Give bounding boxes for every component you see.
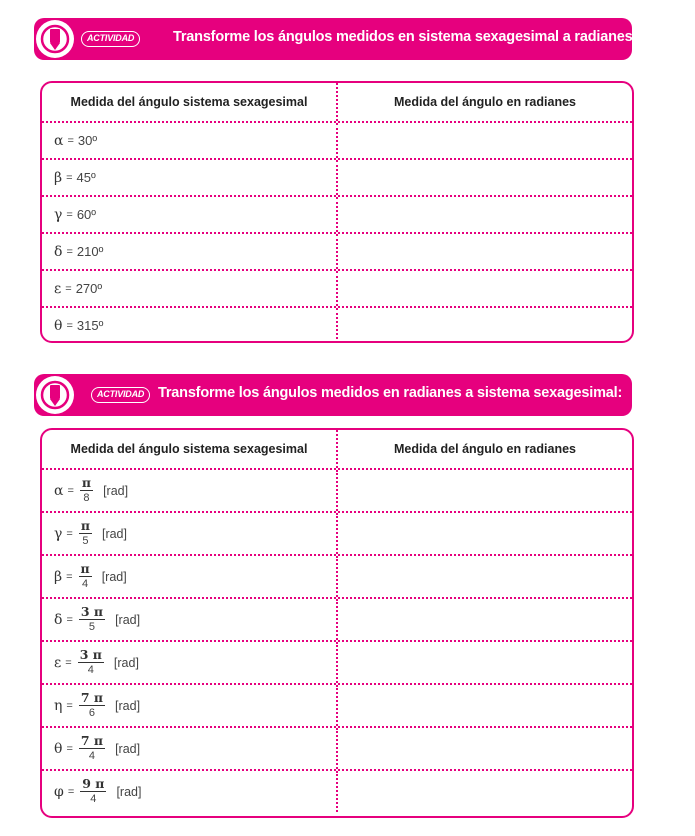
- table-sexagesimal-to-radians: [40, 81, 634, 343]
- angle-radians-cell: [42, 771, 338, 812]
- angle-symbol: α: [54, 132, 64, 149]
- fraction: [80, 474, 93, 505]
- angle-sexagesimal-cell: [42, 271, 338, 306]
- angle-radians-cell: [42, 685, 338, 726]
- fraction-numerator: π: [81, 474, 92, 490]
- answer-sexagesimal-cell[interactable]: [338, 599, 632, 640]
- angle-radians-cell: [42, 513, 338, 554]
- table-row: [42, 554, 632, 597]
- angle-radians-cell: [42, 556, 338, 597]
- table-row: [42, 769, 632, 812]
- angle-degrees: 45º: [76, 170, 96, 185]
- angle-symbol: δ: [54, 611, 63, 628]
- angle-sexagesimal-cell: [42, 197, 338, 232]
- answer-radians-cell[interactable]: [338, 160, 632, 195]
- table-row: [42, 468, 632, 511]
- angle-symbol: θ: [54, 317, 63, 334]
- fraction-denominator: 4: [87, 664, 94, 677]
- unit-label: [rad]: [101, 526, 127, 541]
- angle-symbol: θ: [54, 740, 63, 757]
- equals-sign: =: [67, 785, 75, 798]
- angle-symbol: φ: [54, 783, 64, 800]
- table-row: [42, 726, 632, 769]
- pencil-icon: [36, 20, 74, 58]
- angle-sexagesimal-cell: [42, 234, 338, 269]
- activity-tag: ACTIVIDAD: [91, 387, 150, 403]
- fraction: [79, 517, 92, 548]
- angle-degrees: 60º: [76, 207, 97, 222]
- fraction-numerator: π: [80, 517, 90, 533]
- fraction-numerator: π: [80, 560, 90, 576]
- fraction: [79, 560, 92, 591]
- answer-sexagesimal-cell[interactable]: [338, 728, 632, 769]
- equals-sign: =: [65, 282, 72, 295]
- table-row: [42, 306, 632, 343]
- unit-label: [rad]: [115, 698, 141, 713]
- table-radians-to-sexagesimal: [40, 428, 634, 818]
- fraction-denominator: 4: [88, 750, 96, 763]
- angle-symbol: γ: [54, 525, 63, 542]
- fraction-denominator: 6: [88, 707, 95, 720]
- fraction: [80, 775, 106, 806]
- table-header: [42, 83, 632, 121]
- equals-sign: =: [66, 570, 73, 583]
- table-row: [42, 269, 632, 306]
- fraction: [79, 732, 105, 763]
- angle-symbol: γ: [54, 206, 63, 223]
- activity-tag: ACTIVIDAD: [81, 31, 140, 47]
- unit-label: [rad]: [115, 612, 141, 627]
- angle-radians-cell: [42, 470, 338, 511]
- fraction-denominator: 4: [90, 793, 97, 806]
- answer-radians-cell[interactable]: [338, 123, 632, 158]
- answer-sexagesimal-cell[interactable]: [338, 470, 632, 511]
- table-row: [42, 683, 632, 726]
- fraction-denominator: 4: [82, 578, 89, 591]
- equals-sign: =: [66, 245, 73, 258]
- angle-radians-cell: [42, 642, 338, 683]
- activity-1-title: Transforme los ángulos medidos en sistema sexagesimal a radianes:: [173, 29, 638, 45]
- column-header-radians: Medida del ángulo en radianes: [394, 442, 576, 456]
- column-header-radians: Medida del ángulo en radianes: [394, 95, 576, 109]
- answer-radians-cell[interactable]: [338, 308, 632, 343]
- table-row: [42, 195, 632, 232]
- table-row: [42, 232, 632, 269]
- column-header-sexagesimal: Medida del ángulo sistema sexagesimal: [42, 83, 338, 121]
- answer-radians-cell[interactable]: [338, 234, 632, 269]
- fraction: [79, 689, 105, 720]
- angle-symbol: β: [54, 568, 63, 585]
- answer-radians-cell[interactable]: [338, 271, 632, 306]
- fraction-numerator: 3 π: [79, 646, 102, 662]
- fraction-numerator: 9 π: [82, 775, 105, 791]
- fraction: [79, 603, 105, 634]
- angle-sexagesimal-cell: [42, 123, 338, 158]
- equals-sign: =: [66, 699, 73, 712]
- unit-label: [rad]: [113, 655, 139, 670]
- equals-sign: =: [67, 484, 74, 497]
- fraction-denominator: 5: [82, 535, 89, 548]
- activity-1-banner: [34, 18, 638, 60]
- answer-sexagesimal-cell[interactable]: [338, 685, 632, 726]
- table-header: [42, 430, 632, 468]
- fraction-denominator: 8: [83, 492, 90, 505]
- table-row: [42, 511, 632, 554]
- unit-label: [rad]: [116, 784, 142, 799]
- angle-sexagesimal-cell: [42, 160, 338, 195]
- unit-label: [rad]: [101, 569, 127, 584]
- equals-sign: =: [66, 613, 73, 626]
- angle-symbol: β: [54, 169, 63, 186]
- equals-sign: =: [66, 208, 73, 221]
- table-row: [42, 597, 632, 640]
- angle-symbol: δ: [54, 243, 63, 260]
- equals-sign: =: [66, 742, 73, 755]
- angle-degrees: 210º: [76, 244, 104, 259]
- answer-sexagesimal-cell[interactable]: [338, 556, 632, 597]
- angle-degrees: 30º: [77, 133, 98, 148]
- answer-sexagesimal-cell[interactable]: [338, 642, 632, 683]
- fraction-denominator: 5: [88, 621, 96, 634]
- column-header-sexagesimal: Medida del ángulo sistema sexagesimal: [42, 430, 338, 468]
- equals-sign: =: [65, 656, 72, 669]
- answer-radians-cell[interactable]: [338, 197, 632, 232]
- equals-sign: =: [66, 319, 73, 332]
- answer-sexagesimal-cell[interactable]: [338, 513, 632, 554]
- equals-sign: =: [67, 134, 74, 147]
- angle-degrees: 270º: [75, 281, 103, 296]
- activity-2-title: Transforme los ángulos medidos en radianes a sistema sexagesimal:: [158, 385, 623, 401]
- fraction-numerator: 7 π: [80, 689, 104, 705]
- table-row: [42, 121, 632, 158]
- fraction: [78, 646, 104, 677]
- unit-label: [rad]: [115, 741, 141, 756]
- activity-2-banner: [34, 374, 632, 416]
- fraction-numerator: 3 π: [80, 603, 104, 619]
- equals-sign: =: [66, 527, 73, 540]
- pencil-icon: [36, 376, 74, 414]
- angle-sexagesimal-cell: [42, 308, 338, 343]
- angle-radians-cell: [42, 599, 338, 640]
- angle-symbol: ε: [54, 280, 62, 297]
- angle-symbol: α: [54, 482, 64, 499]
- equals-sign: =: [66, 171, 73, 184]
- angle-symbol: ε: [54, 654, 62, 671]
- unit-label: [rad]: [103, 483, 129, 498]
- angle-degrees: 315º: [76, 318, 104, 333]
- answer-sexagesimal-cell[interactable]: [338, 771, 632, 812]
- table-row: [42, 640, 632, 683]
- fraction-numerator: 7 π: [80, 732, 104, 748]
- angle-radians-cell: [42, 728, 338, 769]
- table-row: [42, 158, 632, 195]
- angle-symbol: η: [54, 697, 63, 714]
